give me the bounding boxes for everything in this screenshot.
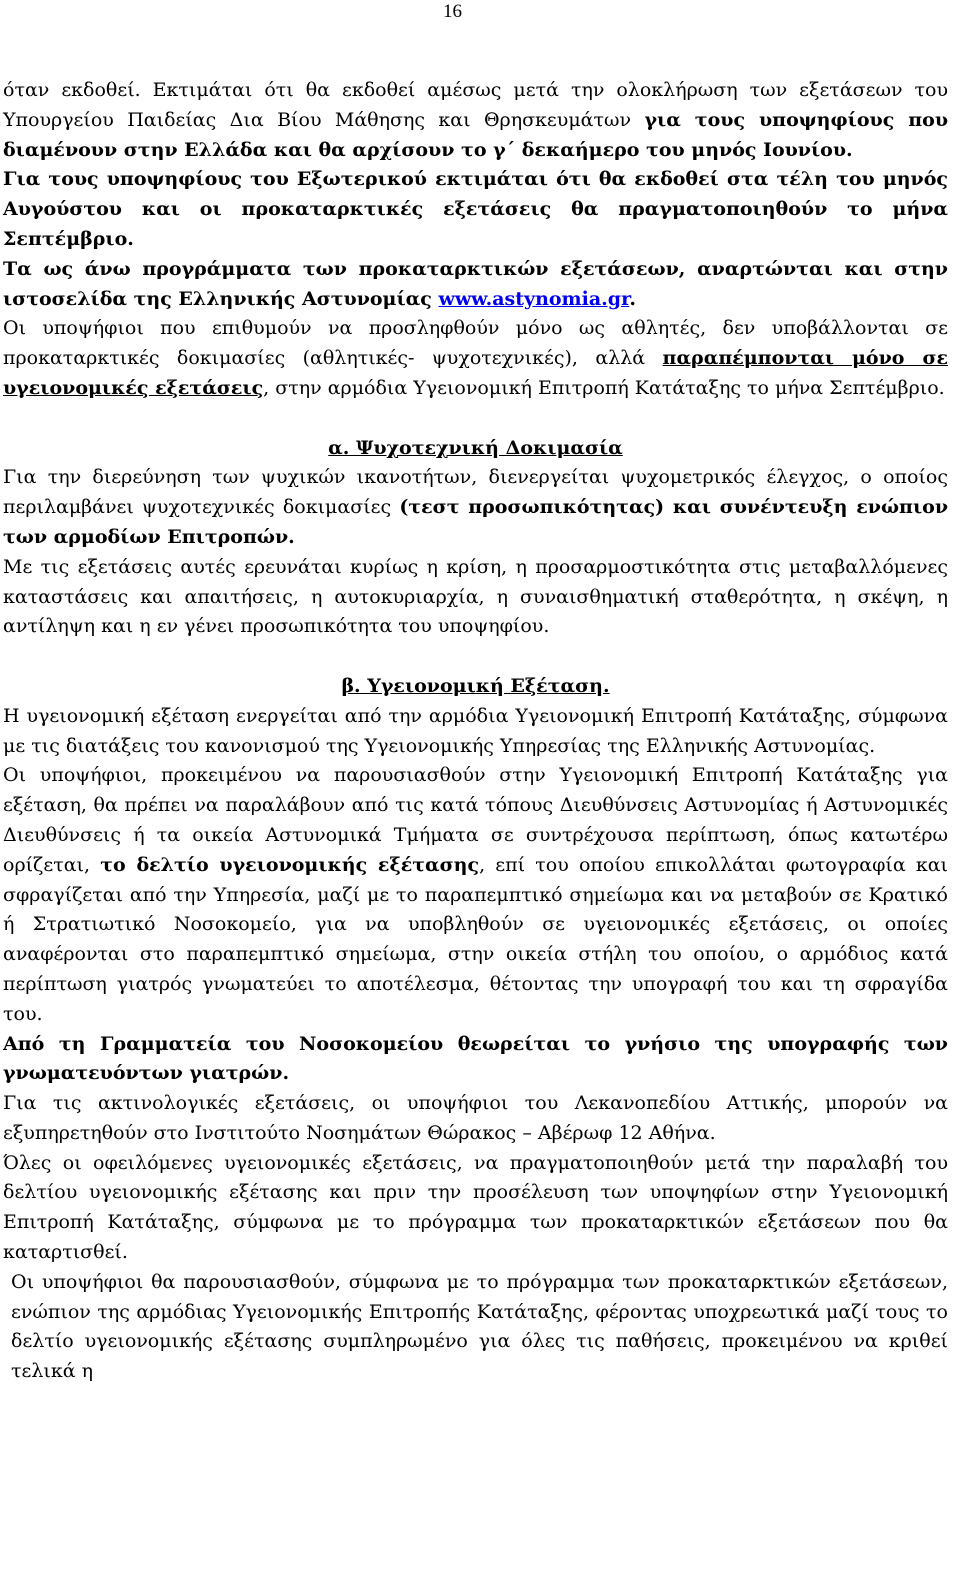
paragraph-presentation: Οι υποψήφιοι θα παρουσιασθούν, σύμφωνα με το πρόγραμμα των προκαταρκτικών εξετάσεων, ενώπιον της αρμόδιας Υγειονομικής Επιτροπής Κατάταξης, φέροντας υποχρεωτικά μαζί τους το δελτίο υγειονομικής εξέτασης συμπληρωμένο για όλες τις παθήσεις, προκειμένου να κριθεί τελικά η <box>11 1270 948 1383</box>
bold-text: . <box>629 287 636 310</box>
section-b-heading-text: β. Υγειονομική Εξέταση. <box>341 674 610 697</box>
paragraph-assessment-areas: Με τις εξετάσεις αυτές ερευνάται κυρίως η κρίση, η προσαρμοστικότητα στις μεταβαλλόμενες καταστάσεις και απαιτήσεις, η αυτοκυριαρχία, η συναισθηματική σταθερότητα, η σκέψη, η αντίληψη και η εν γένει προσωπικότητα του υποψηφίου. <box>3 555 948 638</box>
paragraph-text: , επί του οποίου επικολλάται φωτογραφία και σφραγίζεται από την Υπηρεσία, μαζί με το παραπεμπτικό σημείωμα και να μεταβούν σε Κρατικό ή Στρατιωτικό Νοσοκομείο, για να υποβληθούν σε υγειονομικές εξετάσεις, οι οποίες αναφέρονται στο παραπεμπτικό σημείωμα, στην οικεία στήλη του οποίου, ο αρμόδιος κατά περίπτωση γιατρός γνωματεύει το αποτέλεσμα, θέτοντας την υπογραφή του και τη σφραγίδα του. <box>3 853 949 1025</box>
spacer <box>3 642 948 672</box>
paragraph-text: , στην αρμόδια Υγειονομική Επιτροπή Κατάταξης το μήνα Σεπτέμβριο. <box>263 376 945 399</box>
bold-underlined-text: παραπέμπονται μόνο σε υγειονομικές εξετάσεις <box>3 347 949 399</box>
spacer <box>3 404 948 434</box>
bold-text: για τους υποψηφίους που διαμένουν στην Ελλάδα και θα αρχίσουν το γ΄ δεκαήμερο του μηνός Ιουνίου. <box>3 108 949 161</box>
paragraph-athletes <box>3 314 948 403</box>
paragraph-required-exams: Όλες οι οφειλόμενες υγειονομικές εξετάσεις, να πραγματοποιηθούν μετά την παραλαβή του δελτίου υγειονομικής εξέτασης και πριν την προσέλευση των υποψηφίων στην Υγειονομική Επιτροπή Κατάταξης, σύμφωνα με το πρόγραμμα των προκαταρκτικών εξετάσεων που θα καταρτισθεί. <box>3 1151 948 1264</box>
paragraph-programs-posted <box>3 255 948 315</box>
bold-text: (τεστ προσωπικότητας) και συνέντευξη ενώπιον των αρμοδίων Επιτροπών. <box>3 496 948 548</box>
paragraph-abroad-candidates: Για τους υποψηφίους του Εξωτερικού εκτιμάται ότι θα εκδοθεί στα τέλη του μηνός Αυγούστου και οι προκαταρκτικές εξετάσεις θα πραγματοποιηθούν το μήνα Σεπτέμβριο. <box>3 168 948 250</box>
paragraph-text: Για την διερεύνηση των ψυχικών ικανοτήτων, διενεργείται ψυχομετρικός έλεγχος, ο οποίος περιλαμβάνει ψυχοτεχνικές δοκιμασίες <box>3 466 948 519</box>
paragraph-text: Οι υποψήφιοι που επιθυμούν να προσληφθούν μόνο ως αθλητές, δεν υποβάλλονται σε προκαταρκτικές δοκιμασίες (αθλητικές- ψυχοτεχνικές), αλλά <box>3 317 948 370</box>
astynomia-website-link[interactable]: www.astynomia.gr <box>438 287 630 310</box>
paragraph-text: Οι υποψήφιοι, προκειμένου να παρουσιασθούν στην Υγειονομική Επιτροπή Κατάταξης για εξέταση, θα πρέπει να παραλάβουν από τις κατά τόπους Διευθύνσεις Αστυνομίας ή Αστυνομικές Διευθύνσεις ή τα οικεία Αστυνομικά Τμήματα σε συντρέχουσα περίπτωση, όπως κατωτέρω ορίζεται, <box>3 764 948 876</box>
page-number: 16 <box>443 1 462 22</box>
bold-text: Τα ως άνω προγράμματα των προκαταρκτικών εξετάσεων, αναρτώνται και στην ιστοσελίδα της Ελληνικής Αστυνομίας <box>3 257 948 310</box>
paragraph-text: όταν εκδοθεί. Εκτιμάται ότι θα εκδοθεί αμέσως μετά την ολοκλήρωση των εξετάσεων του Υπουργείου Παιδείας Δια Βίου Μάθησης και Θρησκευμάτων <box>3 79 948 131</box>
paragraph-signature-validation: Από τη Γραμματεία του Νοσοκομείου θεωρείται το γνήσιο της υπογραφής των γνωματευόντων γιατρών. <box>3 1032 948 1085</box>
paragraph-medical-procedure <box>3 761 948 1029</box>
section-a-heading <box>3 434 948 464</box>
paragraph-psychometric <box>3 463 948 552</box>
section-a-heading-text: α. Ψυχοτεχνική Δοκιμασία <box>328 436 623 459</box>
paragraph-radiology: Για τις ακτινολογικές εξετάσεις, οι υποψήφιοι του Λεκανοπεδίου Αττικής, μπορούν να εξυπηρετηθούν στο Ινστιτούτο Νοσημάτων Θώρακος – Αβέρωφ 12 Αθήνα. <box>3 1092 948 1144</box>
document-body <box>3 76 948 1387</box>
paragraph-exam-timing <box>3 76 948 165</box>
section-b-heading <box>3 672 948 702</box>
paragraph-medical-committee: Η υγειονομική εξέταση ενεργείται από την αρμόδια Υγειονομική Επιτροπή Κατάταξης, σύμφωνα με τις διατάξεις του κανονισμού της Υγειονομικής Υπηρεσίας της Ελληνικής Αστυνομίας. <box>3 704 948 757</box>
bold-text: το δελτίο υγειονομικής εξέτασης <box>100 853 480 876</box>
